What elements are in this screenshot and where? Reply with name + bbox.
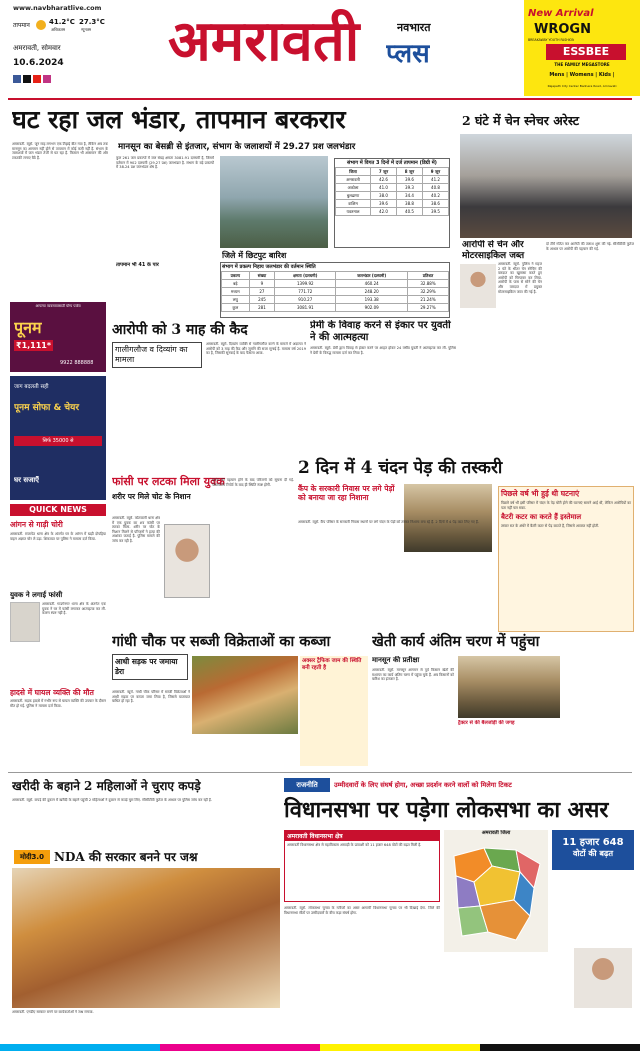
temp-table-title: संभाग में विगत 3 दिनों में दर्ज तापमान (डिग्री में) — [347, 160, 437, 166]
reservoir-table-row — [222, 296, 449, 304]
facebook-icon[interactable] — [13, 75, 21, 83]
reservoir-table-cell: 460.24 — [336, 280, 408, 288]
store-address: Rajapeth City Center Badnera Road, Amravati — [547, 84, 617, 88]
chandan-body-text: अमरावती. ब्यूरो. कैंप परिसर के सरकारी निवास स्थानों पर लगे चंदन के पेड़ों को तस्कर निशाना बना रहे हैं. 2 दिनों में 4 पेड़ काट लिए गए हैं. — [298, 520, 479, 524]
temp-table-body — [336, 176, 449, 216]
wrogn-ad[interactable] — [524, 0, 640, 96]
modi-caption-text: अमरावती. एनडीए सरकार बनने पर कार्यकर्ताओं ने जश्न मनाया. — [12, 1010, 94, 1014]
quick-news-2-body: अमरावती. गाडगेनगर थाना क्षेत्र के अंतर्गत एक युवक ने घर में फांसी लगाकर आत्महत्या कर ली. कारण स्पष्ट नहीं है. — [42, 602, 106, 616]
temp-table-cell: 40.5 — [397, 208, 423, 216]
quick-news-1-body: अमरावती. राजापेठ थाना क्षेत्र के अंतर्गत घर के आंगन में खड़ी दोपहिया वाहन अज्ञात चोर ले उड़ा. शिकायत पर पुलिस ने मामला दर्ज किया. — [10, 532, 106, 541]
reservoir-table-cell: कुल — [222, 304, 250, 312]
reservoir-table-cell: 29.27% — [408, 304, 449, 312]
lead-body-2-text: कुल 261 जल प्रकल्पों में जल संग्रह क्षमता 3081.91 दलघमी है, जिसमें वर्तमान में 902 दलघमी (29.27 प्रश) जलभंडार है. संभाग के बड़े प्रकल्पों में 38.24 प्रश जलभंडार शेष है. — [116, 156, 214, 170]
lead-subhead: मानसून का बेसब्री से इंतजार, संभाग के जलाशयों में 29.27 प्रश जलभंडार — [118, 142, 356, 152]
prem-headline: प्रेमी के विवाह करने से इंकार पर युवती ने की आत्महत्या — [310, 320, 451, 343]
chain-body-2-text: दो टीमें गठित कर आरोपी की तलाश शुरू की गई. सीसीटीवी फुटेज के आधार पर आरोपी की पहचान की गई. — [546, 242, 634, 251]
sofa-ad[interactable] — [10, 376, 106, 500]
temp-table-cell: वाशिम — [336, 200, 371, 208]
lead-headline: घट रहा जल भंडार, तापमान बरकरार — [12, 105, 346, 134]
reservoir-table-cell: 9 — [249, 280, 275, 288]
chandan-box-head-2: बैटरी कटर का करते हैं इस्तेमाल — [501, 512, 582, 522]
store-cats: Mens | Womens | Kids | — [549, 72, 615, 78]
kheti-kicker: मानसून की प्रतीक्षा — [372, 656, 420, 664]
reservoir-table-row — [222, 288, 449, 296]
color-bar — [0, 1044, 640, 1051]
reservoir-table-header-cell: क्षमता (दलघमी) — [275, 272, 336, 280]
x-icon[interactable] — [23, 75, 31, 83]
temp-table-cell: 41.0 — [371, 184, 397, 192]
gandhi-headline: गांधी चौक पर सब्जी विक्रेताओं का कब्जा — [112, 633, 331, 650]
kaid-body-text: अमरावती. ब्यूरो. दिव्यांग व्यक्ति से गालीगलौज करने के मामले में अदालत ने आरोपी को 3 माह की कैद और जुर्माने की सजा सुनाई है. मामला वर्ष 2019 का है, जिसकी सुनवाई के बाद फैसला आया. — [206, 342, 306, 356]
gandhi-body — [112, 690, 190, 770]
temp-table-row — [336, 176, 449, 184]
instagram-icon[interactable] — [43, 75, 51, 83]
faansi-body — [112, 516, 160, 630]
poonam-ad-top: आपल्या व्यवसायासाठी योग्य पर्याय — [35, 304, 81, 308]
reservoir-table-cell: 27 — [249, 288, 275, 296]
chandan-box-body-2: तस्कर रात के अंधेरे में बैटरी कटर से पेड़ काटते हैं, जिससे आवाज नहीं होती. — [501, 524, 600, 529]
brand-top: नवभारत — [397, 21, 431, 34]
reservoir-table-cell: मध्यम — [222, 288, 250, 296]
chain-body-text: अमरावती. ब्यूरो. पुलिस ने महज 2 घंटे के भीतर चेन स्नेचिंग की वारदात का खुलासा करते हुए आरोपी को गिरफ्तार कर लिया. आरोपी के पास से सोने की चेन और वारदात में प्रयुक्त मोटरसाइकिल जब्त की गई है. — [498, 262, 542, 294]
election-stat-label: वोटों की बढ़त — [572, 849, 614, 858]
reservoir-table-cell: 771.72 — [275, 288, 336, 296]
gandhi-body-text: अमरावती. ब्यूरो. गांधी चौक परिसर में सब्जी विक्रेताओं ने आधी सड़क पर कब्जा जमा लिया है, जिससे यातायात बाधित हो रहा है. — [112, 690, 190, 704]
reservoir-table-cell: 245 — [249, 296, 275, 304]
chandan-box — [498, 486, 634, 632]
issue-date: 10.6.2024 — [13, 58, 64, 68]
temp-table-header-cell: 8 जून — [397, 168, 423, 176]
gandhi-box — [300, 656, 368, 766]
paper-title: अमरावती — [168, 8, 360, 74]
khareedi-headline: खरीदी के बहाने 2 महिलाओं ने चुराए कपड़े — [12, 779, 201, 793]
reservoir-table-box — [220, 262, 450, 318]
temp-table-cell: 42.0 — [371, 208, 397, 216]
khareedi-body — [12, 798, 278, 842]
chandan-headline: 2 दिन में 4 चंदन पेड़ की तस्करी — [298, 458, 503, 478]
wrogn-logo: WROGN — [534, 22, 591, 37]
candidate-photo — [574, 948, 632, 1008]
reservoir-table-cell: 902.09 — [336, 304, 408, 312]
kheti-tractor-photo — [458, 656, 560, 718]
prem-body — [310, 346, 456, 446]
kaid-headline: आरोपी को 3 माह की कैद — [112, 322, 248, 338]
temp-table-head — [336, 168, 449, 176]
modi-celebration-photo — [12, 868, 280, 1008]
weather-widget — [13, 18, 153, 36]
election-stat — [552, 830, 634, 870]
reservoir-table-header-cell: जलभंडार (दलघमी) — [336, 272, 408, 280]
reservoir-table-cell: बड़े — [222, 280, 250, 288]
temp-table-cell: 39.6 — [397, 176, 423, 184]
election-body-text: अमरावती. ब्यूरो. लोकसभा चुनाव के नतीजों का असर आगामी विधानसभा चुनाव पर भी दिखाई देगा. जिले की विधानसभा सीटों पर उम्मीदवारों के बीच कड़ा संघर्ष होगा. — [284, 906, 440, 915]
gandhi-box-text: अक्सर ट्रैफिक जाम की स्थिति बनी रहती है — [302, 658, 362, 671]
temp-table-header-cell: 9 जून — [422, 168, 448, 176]
wrogn-tagline: BREAKAWAY YOUTH FASHION — [528, 38, 575, 42]
chain-body-2 — [546, 242, 634, 442]
chandan-box-head: पिछले वर्ष भी हुई थी घटनाएं — [501, 489, 580, 498]
youtube-icon[interactable] — [33, 75, 41, 83]
temp-table-cell: बुलढाणा — [336, 192, 371, 200]
quick-news-title: QUICK NEWS — [10, 504, 106, 516]
gandhi-market-photo — [192, 656, 298, 734]
reservoir-table-cell: 248.20 — [336, 288, 408, 296]
chain-body — [498, 262, 542, 442]
temp-table-cell: 38.8 — [397, 200, 423, 208]
election-box — [284, 830, 440, 902]
new-arrival: New Arrival — [528, 8, 594, 19]
reservoir-table-cell: लघु — [222, 296, 250, 304]
poonam-ad-contact[interactable]: 9922 888888 — [60, 360, 94, 366]
khareedi-body-text: अमरावती. ब्यूरो. कपड़े की दुकान में खरीदी के बहाने पहुंची 2 महिलाओं ने दुकान से कपड़े चुरा लिए. सीसीटीवी फुटेज के आधार पर पुलिस जांच कर रही है. — [12, 798, 212, 802]
temp-table-row — [336, 208, 449, 216]
temp-table — [335, 167, 449, 216]
temp-max: 41.2°C — [49, 18, 75, 26]
dam-photo-caption: जिले में छिटपुट बारिश — [222, 251, 287, 260]
poonam-ad-price: ₹1,111* — [16, 341, 52, 350]
faansi-body-2 — [212, 478, 294, 628]
modi-tag: मोदी3.0 — [14, 850, 50, 864]
temp-table-row — [336, 200, 449, 208]
reservoir-table-cell: 3081.91 — [275, 304, 336, 312]
temp-label: तापमान — [13, 22, 30, 29]
temp-table-cell: अकोला — [336, 184, 371, 192]
quick-news-2-headline: युवक ने लगाई फांसी — [10, 590, 63, 599]
election-box-body: अमरावती विधानसभा क्षेत्र से महाविकास आघाड़ी के प्रत्याशी को 11 हजार 648 वोटों की बढ़त मिली है. — [287, 843, 422, 847]
sofa-ad-tag: घर सजाएँ — [14, 476, 40, 484]
reservoir-table-body — [222, 280, 449, 312]
election-headline: विधानसभा पर पड़ेगा लोकसभा का असर — [284, 797, 609, 823]
temp-min-label: न्यूनतम — [81, 27, 92, 32]
temp-table-box — [334, 158, 450, 248]
reservoir-table-cell: 21.24% — [408, 296, 449, 304]
chain-headline: 2 घंटे में चेन स्नेचर अरेस्ट — [462, 113, 580, 128]
chandan-kicker: कैंप के सरकारी निवास पर लगे पेड़ों को बनाया जा रहा निशाना — [298, 484, 395, 502]
temp-table-cell: अमरावती — [336, 176, 371, 184]
reservoir-table-cell: 910.27 — [275, 296, 336, 304]
election-box-head: अमरावती विधानसभा क्षेत्र — [285, 831, 439, 841]
faansi-body-text: अमरावती. ब्यूरो. कोतवाली थाना क्षेत्र में एक युवक का शव फांसी पर लटका मिला. शरीर पर चोट के निशान मिलने से परिजनों ने हत्या की आशंका जताई है. पुलिस मामले की जांच कर रही है. — [112, 516, 160, 543]
rule-1 — [8, 772, 632, 773]
temp-table-cell: 42.6 — [371, 176, 397, 184]
temp-table-cell: 40.2 — [422, 192, 448, 200]
temp-table-row — [336, 192, 449, 200]
lead-body — [12, 142, 108, 302]
modi-caption — [12, 1010, 280, 1020]
gandhi-kicker: आधी सड़क पर जमाया डेरा — [112, 654, 188, 680]
reservoir-table-head — [222, 272, 449, 280]
temp-table-cell: 39.3 — [397, 184, 423, 192]
quick-news-3-headline: हादसे में घायल व्यक्ति की मौत — [10, 688, 94, 697]
reservoir-table-header-cell: प्रतिशत — [408, 272, 449, 280]
sun-icon — [36, 20, 46, 30]
faansi-body-2-text: मृतक की पहचान होने के बाद परिजनों को सूचना दी गई. पोस्टमार्टम रिपोर्ट के बाद ही स्थिति स्पष्ट होगी. — [212, 478, 294, 487]
quick-news-2 — [10, 590, 106, 684]
website-url[interactable]: www.navbharatlive.com — [13, 4, 102, 12]
chain-subhead: आरोपी से चेन और मोटरसाइकिल जब्त — [462, 240, 525, 261]
faansi-headline: फांसी पर लटका मिला युवक — [112, 475, 225, 488]
quick-news-1-headline: आंगन से गाड़ी चोरी — [10, 520, 63, 529]
poonam-ad[interactable] — [10, 302, 106, 372]
temp-min: 27.3°C — [79, 18, 105, 26]
kheti-body-text: अमरावती. ब्यूरो. मानसून आगमन से पूर्व किसान खेतों की मशागत का कार्य अंतिम चरण में पहुंचा चुके हैं. अब किसानों को बारिश का इंतजार है. — [372, 668, 454, 682]
reservoir-table-header-cell: प्रकल्प — [222, 272, 250, 280]
kaid-kicker: गालीगलौज व दिव्यांग का मामला — [112, 342, 202, 368]
kaid-body — [206, 342, 306, 468]
temp-table-cell: 39.5 — [422, 208, 448, 216]
sofa-ad-title: पूनम सोफा & चेयर — [14, 403, 80, 413]
sofa-ad-head: जाग बदलती सही — [14, 384, 49, 390]
kheti-headline: खेती कार्य अंतिम चरण में पहुंचा — [372, 633, 540, 650]
reservoir-table-cell: 32.29% — [408, 288, 449, 296]
temp-table-cell: यवतमाल — [336, 208, 371, 216]
election-map-title: अमरावती जिला — [481, 830, 511, 836]
temp-table-cell: 39.6 — [371, 200, 397, 208]
reservoir-table-header-cell: संख्या — [249, 272, 275, 280]
chandan-body — [298, 520, 494, 630]
temp-table-cell: 40.8 — [422, 184, 448, 192]
quick-news-1 — [10, 520, 106, 584]
reservoir-table — [221, 271, 449, 312]
sofa-ad-sub: सिर्फ 35000 से — [14, 436, 102, 446]
election-body — [284, 906, 440, 1016]
reservoir-table-row — [222, 280, 449, 288]
temp-table-cell: 41.2 — [422, 176, 448, 184]
prem-body-text: अमरावती. ब्यूरो. प्रेमी द्वारा विवाह से इंकार करने पर आहत होकर 24 वर्षीय युवती ने आत्महत्या कर ली. पुलिस ने प्रेमी के विरुद्ध मामला दर्ज कर लिया है. — [310, 346, 456, 355]
essbee-logo: ESSBEE — [546, 44, 626, 60]
election-strap: उम्मीदवारों के लिए संघर्ष होगा, अच्छा प्रदर्शन करने वालों को मिलेगा टिकट — [334, 781, 512, 789]
masthead-rule — [8, 98, 632, 100]
temp-table-header-cell: जिला — [336, 168, 371, 176]
temp-max-label: अधिकतम — [51, 27, 66, 32]
brand-bottom: प्लस — [386, 39, 430, 69]
faansi-victim-photo — [164, 524, 210, 598]
reservoir-table-title: संभाग में प्रकल्प निहाय जलभंडार की वर्तमान स्थिति — [222, 264, 316, 270]
quick-news-3 — [10, 688, 106, 770]
lead-body-2 — [116, 156, 214, 262]
election-map — [444, 830, 548, 952]
noose-icon — [10, 602, 40, 642]
temp-table-header-cell: 7 जून — [371, 168, 397, 176]
reservoir-table-cell: 281 — [249, 304, 275, 312]
kheti-body — [372, 668, 454, 768]
temp-note: तापमान भी 41 के पार — [116, 262, 159, 268]
dam-photo — [220, 156, 328, 248]
city-day: अमरावती, सोमवार — [13, 44, 61, 52]
accused-photo — [460, 264, 496, 308]
temp-table-cell: 38.0 — [371, 192, 397, 200]
kheti-sub: ट्रैक्टर से की बैलजोड़ी की जगह — [458, 720, 515, 726]
chandan-box-body: पिछले वर्ष भी इसी परिसर में चंदन के पेड़ चोरी होने की घटनाएं सामने आई थीं, लेकिन आरोपियों का पता नहीं चल सका. — [501, 501, 631, 510]
election-section-tag: राजनीति — [284, 778, 330, 792]
election-stat-value: 11 हजार 648 — [562, 837, 624, 848]
quick-news-3-body: अमरावती. सड़क हादसे में गंभीर रूप से घायल व्यक्ति की उपचार के दौरान मौत हो गई. पुलिस ने मामला दर्ज किया. — [10, 699, 106, 708]
lead-body-text: अमरावती. ब्यूरो. जून माह लगभग एक तिहाई बीत गया है, लेकिन अब तक मानसून का आगमन नहीं होने से तापमान में कोई कमी नहीं है. संभाग के जलाशयों में जल भंडार तेजी से घट रहा है. किसान भी आसमान की ओर टकटकी लगाए बैठे हैं. — [12, 142, 108, 160]
modi-headline: NDA की सरकार बनने पर जश्न — [54, 850, 198, 864]
district-map — [444, 836, 548, 946]
temp-table-row — [336, 184, 449, 192]
temp-table-cell: 34.4 — [397, 192, 423, 200]
reservoir-table-cell: 193.38 — [336, 296, 408, 304]
faansi-kicker: शरीर पर मिले चोट के निशान — [112, 492, 191, 501]
chain-group-photo — [460, 134, 632, 238]
reservoir-table-cell: 1399.92 — [275, 280, 336, 288]
reservoir-table-cell: 32.88% — [408, 280, 449, 288]
masthead — [0, 0, 640, 98]
poonam-ad-title: पूनम — [14, 318, 42, 337]
reservoir-table-row — [222, 304, 449, 312]
store-sub: THE FAMILY MEGASTORE — [554, 62, 610, 67]
temp-table-cell: 38.6 — [422, 200, 448, 208]
social-icons — [13, 75, 53, 85]
